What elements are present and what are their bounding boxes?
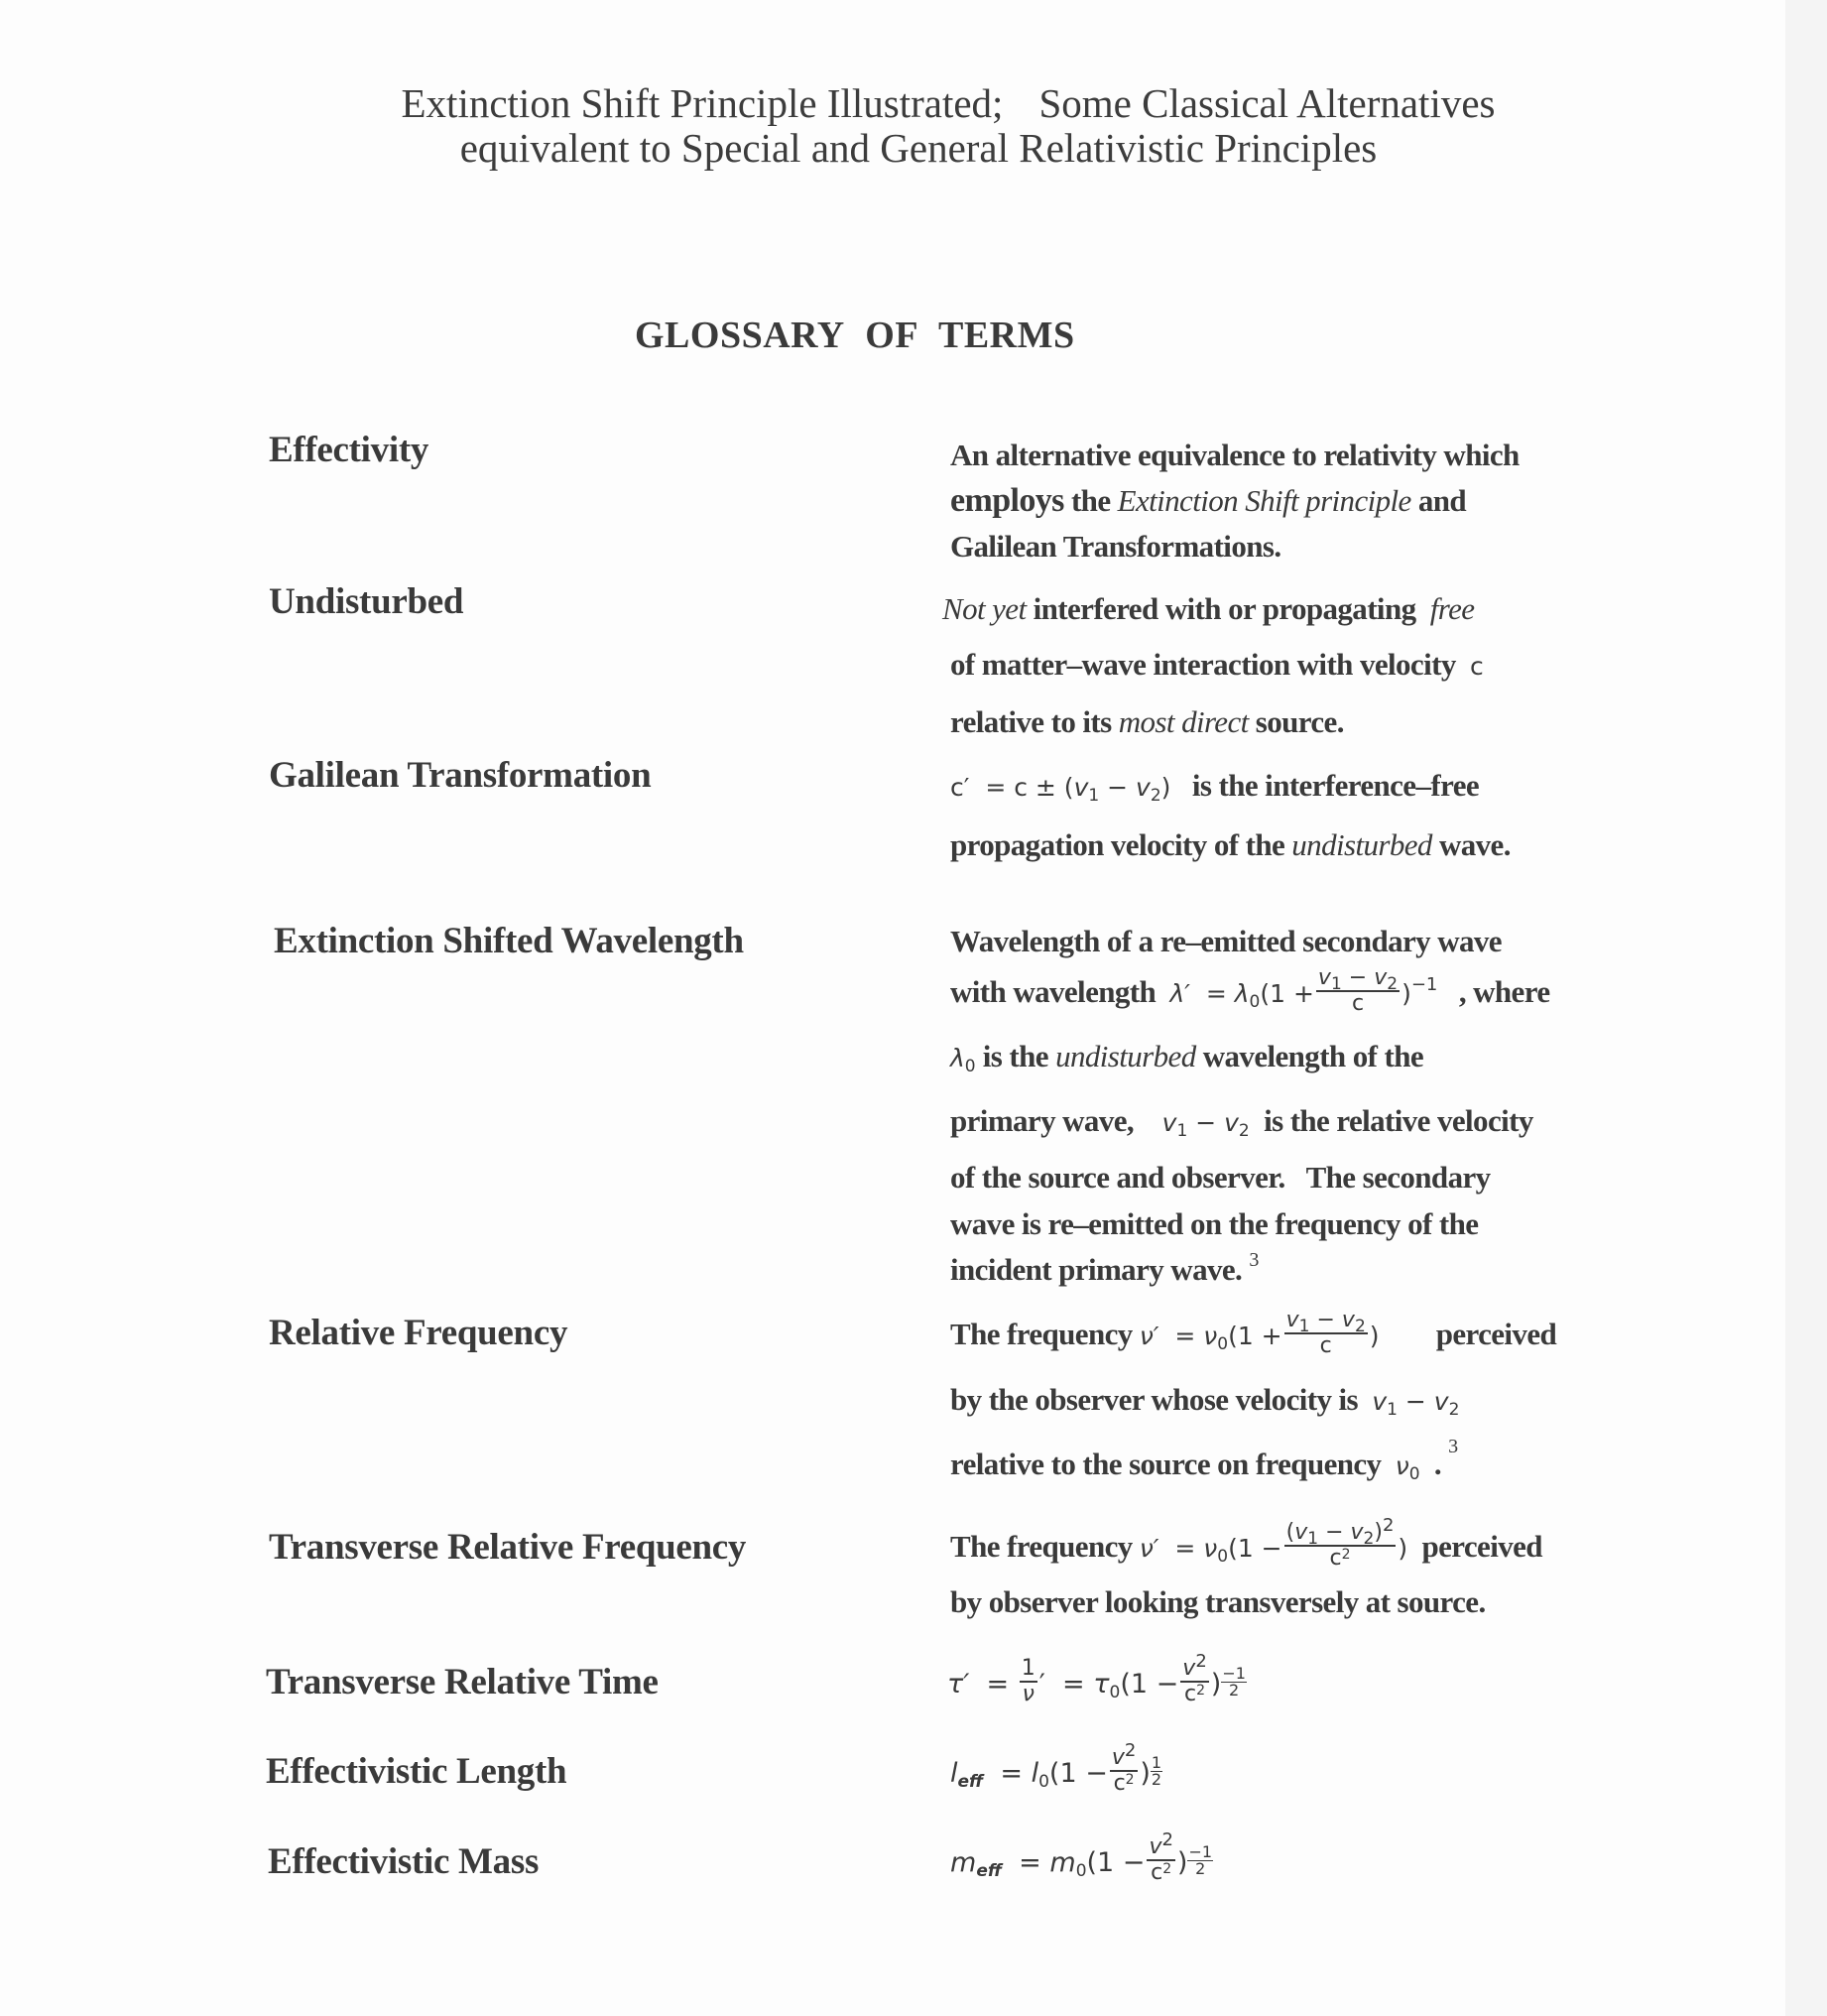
def-line — [950, 757, 1625, 817]
def-text: is the interference–free — [1191, 768, 1480, 803]
italic-phrase: free — [1429, 591, 1475, 626]
def-line — [950, 1516, 1625, 1579]
title-line-1 — [69, 81, 1827, 126]
formula-transverse-time: τ′ = $\frac{1}{\nu}$ ′ = $\tau_0(1$ − $\frac{v^2}{c^2}$ ) $\frac{-1}{2}$ — [947, 1650, 1246, 1706]
definition-effectivistic-mass — [950, 1828, 1625, 1893]
footnote-marker[interactable]: 3 — [1448, 1436, 1458, 1457]
term-relative-frequency: Relative Frequency — [269, 1313, 568, 1353]
def-line: of the source and observer. The secondary — [950, 1160, 1491, 1195]
definition-undisturbed — [942, 581, 1617, 750]
def-line — [950, 1304, 1625, 1367]
def-line: Galilean Transformations. — [950, 529, 1281, 564]
definition-transverse-relative-frequency — [950, 1516, 1625, 1625]
definition-effectivity — [950, 433, 1625, 569]
definition-transverse-relative-time — [947, 1650, 1622, 1714]
term-galilean-transformation: Galilean Transformation — [269, 755, 652, 796]
def-text: is the relative velocity — [1264, 1103, 1533, 1138]
italic-phrase: Not yet — [942, 591, 1027, 626]
def-line: Not yet interfered with or propagating free — [942, 591, 1475, 626]
title-line-2: equivalent to Special and General Relativistic Principles — [459, 125, 1378, 171]
def-line: An alternative equivalence to relativity which — [950, 438, 1520, 472]
formula-galilean: $c' = c \pm (v_1 - v_2)$ — [950, 773, 1171, 806]
formula-effectivistic-length: $l_{eff} = l_0(1$ − $\frac{v^2}{c^2}$ ) $\frac{1}{2}$ — [950, 1739, 1162, 1796]
def-text: incident primary wave. — [950, 1252, 1243, 1287]
def-text: perceived — [1421, 1529, 1542, 1564]
def-text: with wavelength — [950, 974, 1157, 1009]
definition-effectivistic-length — [950, 1739, 1625, 1804]
def-line: employs the Extinction Shift principle and — [950, 482, 1467, 519]
formula-relative-frequency: $\nu' = \nu_0(1$ + $\frac{v_1 - v_2}{c}$ ) — [1139, 1308, 1380, 1358]
italic-phrase: most direct — [1118, 704, 1249, 739]
glossary-heading: GLOSSARY OF TERMS — [635, 315, 1075, 356]
def-text: relative to the source on frequency — [950, 1447, 1382, 1481]
title-part-2: Some Classical Alternatives — [1038, 80, 1496, 126]
def-text: The frequency — [950, 1317, 1133, 1351]
def-text: by the observer whose velocity is — [950, 1382, 1358, 1417]
term-transverse-relative-frequency: Transverse Relative Frequency — [269, 1527, 747, 1568]
formula-transverse-frequency: $\nu' = \nu_0(1$ − $\frac{(v_1 - v_2)^2}{c^2}$ ) — [1139, 1515, 1408, 1571]
def-line: wave is re–emitted on the frequency of the — [950, 1206, 1479, 1241]
def-line: propagation velocity of the undisturbed wave. — [950, 827, 1511, 862]
italic-phrase: undisturbed — [1291, 827, 1432, 862]
definition-galilean-transformation — [950, 757, 1625, 874]
def-line — [950, 961, 1625, 1025]
def-line: $\lambda_0$ is the undisturbed wavelength of the — [950, 1039, 1424, 1076]
def-text: primary wave, — [950, 1103, 1135, 1138]
def-line: Wavelength of a re–emitted secondary wave — [950, 924, 1502, 958]
definition-extinction-shifted-wavelength — [950, 922, 1625, 1293]
term-effectivistic-length: Effectivistic Length — [266, 1751, 567, 1792]
def-text: The frequency — [950, 1529, 1133, 1564]
def-text: perceived — [1435, 1317, 1557, 1351]
term-transverse-relative-time: Transverse Relative Time — [266, 1662, 659, 1702]
def-line: relative to the source on frequency $\nu_0$ . $^3$ — [950, 1436, 1458, 1484]
term-extinction-shifted-wavelength: Extinction Shifted Wavelength — [274, 921, 744, 961]
document-title — [0, 81, 1827, 171]
formula-effectivistic-mass: $m_{eff} = m_0(1$ − $\frac{v^2}{c^2}$ ) $\frac{-1}{2}$ — [950, 1828, 1213, 1885]
def-line: primary wave, $v_1 - v_2$ is the relative velocity — [950, 1103, 1533, 1141]
footnote-marker[interactable]: 3 — [1249, 1249, 1259, 1271]
def-text: , where — [1458, 974, 1550, 1009]
term-effectivistic-mass: Effectivistic Mass — [268, 1841, 540, 1882]
term-effectivity: Effectivity — [269, 430, 429, 470]
title-part-1: Extinction Shift Principle Illustrated; — [401, 80, 1004, 126]
def-line: by observer looking transversely at source. — [950, 1584, 1486, 1619]
term-undisturbed: Undisturbed — [269, 581, 464, 622]
def-line: by the observer whose velocity is $v_1 - v_2$ — [950, 1382, 1460, 1420]
formula-wavelength: $\lambda' = \lambda_0(1$ + $\frac{v_1 - v_2}{c}$ )$^{-1}$ — [1169, 965, 1438, 1016]
italic-phrase: Extinction Shift principle — [1117, 483, 1411, 518]
italic-phrase: undisturbed — [1055, 1039, 1196, 1073]
page-edge-shadow — [1785, 0, 1827, 2016]
def-line: of matter–wave interaction with velocity c — [950, 647, 1484, 682]
def-line: relative to its most direct source. — [950, 704, 1344, 739]
def-line — [950, 1247, 1625, 1293]
definition-relative-frequency — [950, 1304, 1625, 1496]
